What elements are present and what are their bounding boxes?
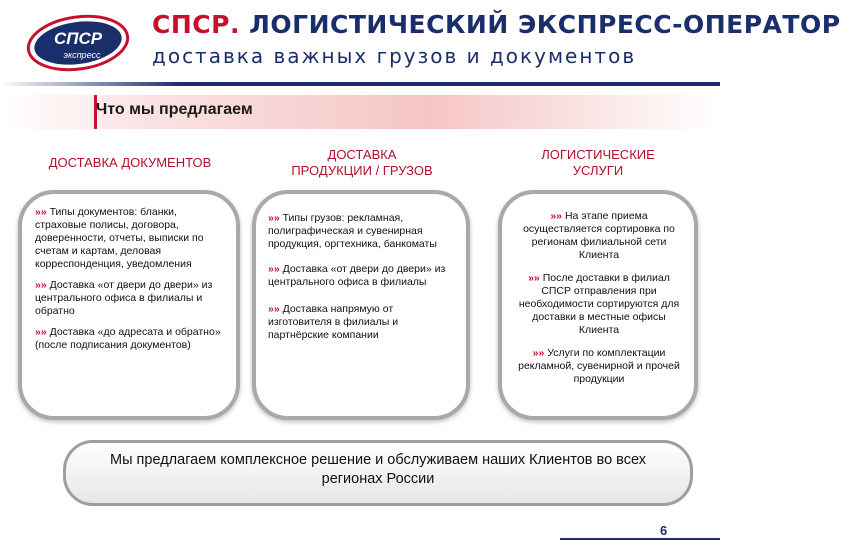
header-title [152,10,841,39]
column-heading-documents: ДОСТАВКА ДОКУМЕНТОВ [48,155,212,170]
header-subtitle: доставка важных грузов и документов [152,44,637,68]
bullet-marker: »» [268,263,280,275]
bullet-marker: »» [528,272,540,284]
list-item-text: Типы грузов: рекламная, полиграфическая и сувенирная продукция, оргтехника, банкоматы [268,212,437,250]
bullet-marker: »» [550,210,563,222]
column-heading-cargo [262,147,462,179]
bullet-marker: »» [35,279,47,291]
list-item [35,206,225,271]
list-item-text: Доставка «от двери до двери» из центрального офиса в филиалы [268,263,446,288]
header-banner [0,0,841,82]
list-item-text: На этапе приема осуществляется сортировка по регионам филиальной сети Клиента [523,210,675,261]
list-item-text: Доставка «до адресата и обратно» (после подписания документов) [35,326,221,351]
list-item [268,212,448,251]
list-item [516,347,682,386]
column-heading-logistics [500,147,696,179]
card-logistics-body [516,210,682,394]
section-title: Что мы предлагаем [96,101,253,118]
list-item [268,263,448,289]
summary-text-content: Мы предлагаем комплексное решение и обслуживаем наших Клиентов во всех регионах России [110,452,646,487]
bullet-marker: »» [532,347,545,359]
bullet-marker: »» [268,212,280,224]
page-number: 6 [660,523,668,538]
header-title-text: ЛОГИСТИЧЕСКИЙ ЭКСПРЕСС-ОПЕРАТОР [239,10,841,39]
list-item [35,279,225,318]
list-item-text: Доставка напрямую от изготовителя в филиалы и партнёрские компании [268,303,399,341]
logo-sub-text: экспресс [63,50,101,60]
list-item-text: Доставка «от двери до двери» из центрального офиса в филиалы и обратно [35,279,213,317]
column-heading-cargo-text: ДОСТАВКА ПРОДУКЦИИ / ГРУЗОВ [291,147,433,178]
bullet-marker: »» [35,206,47,218]
column-heading-logistics-text: ЛОГИСТИЧЕСКИЕ УСЛУГИ [541,147,655,178]
card-cargo-body [268,212,448,350]
list-item-text: После доставки в филиал СПСР отправления при необходимости сортируются для доставки в местные офисы Клиента [518,272,680,336]
list-item [268,303,448,342]
header-divider [0,82,720,86]
list-item [35,326,225,352]
list-item [516,210,682,262]
logo-main-text: СПСР [53,29,103,48]
list-item [516,272,682,337]
bullet-marker: »» [268,303,280,315]
list-item-text: Типы документов: бланки, страховые полисы, договора, доверенности, отчеты, выписки по счетам и картам, деловая корреспонденция, уведомления [35,206,204,270]
card-documents-body [35,206,225,360]
spsr-logo [26,14,130,72]
list-item-text: Услуги по комплектации рекламной, сувенирной и прочей продукции [518,347,680,385]
bullet-marker: »» [35,326,47,338]
summary-text [63,451,693,489]
header-brand: СПСР. [152,10,240,39]
